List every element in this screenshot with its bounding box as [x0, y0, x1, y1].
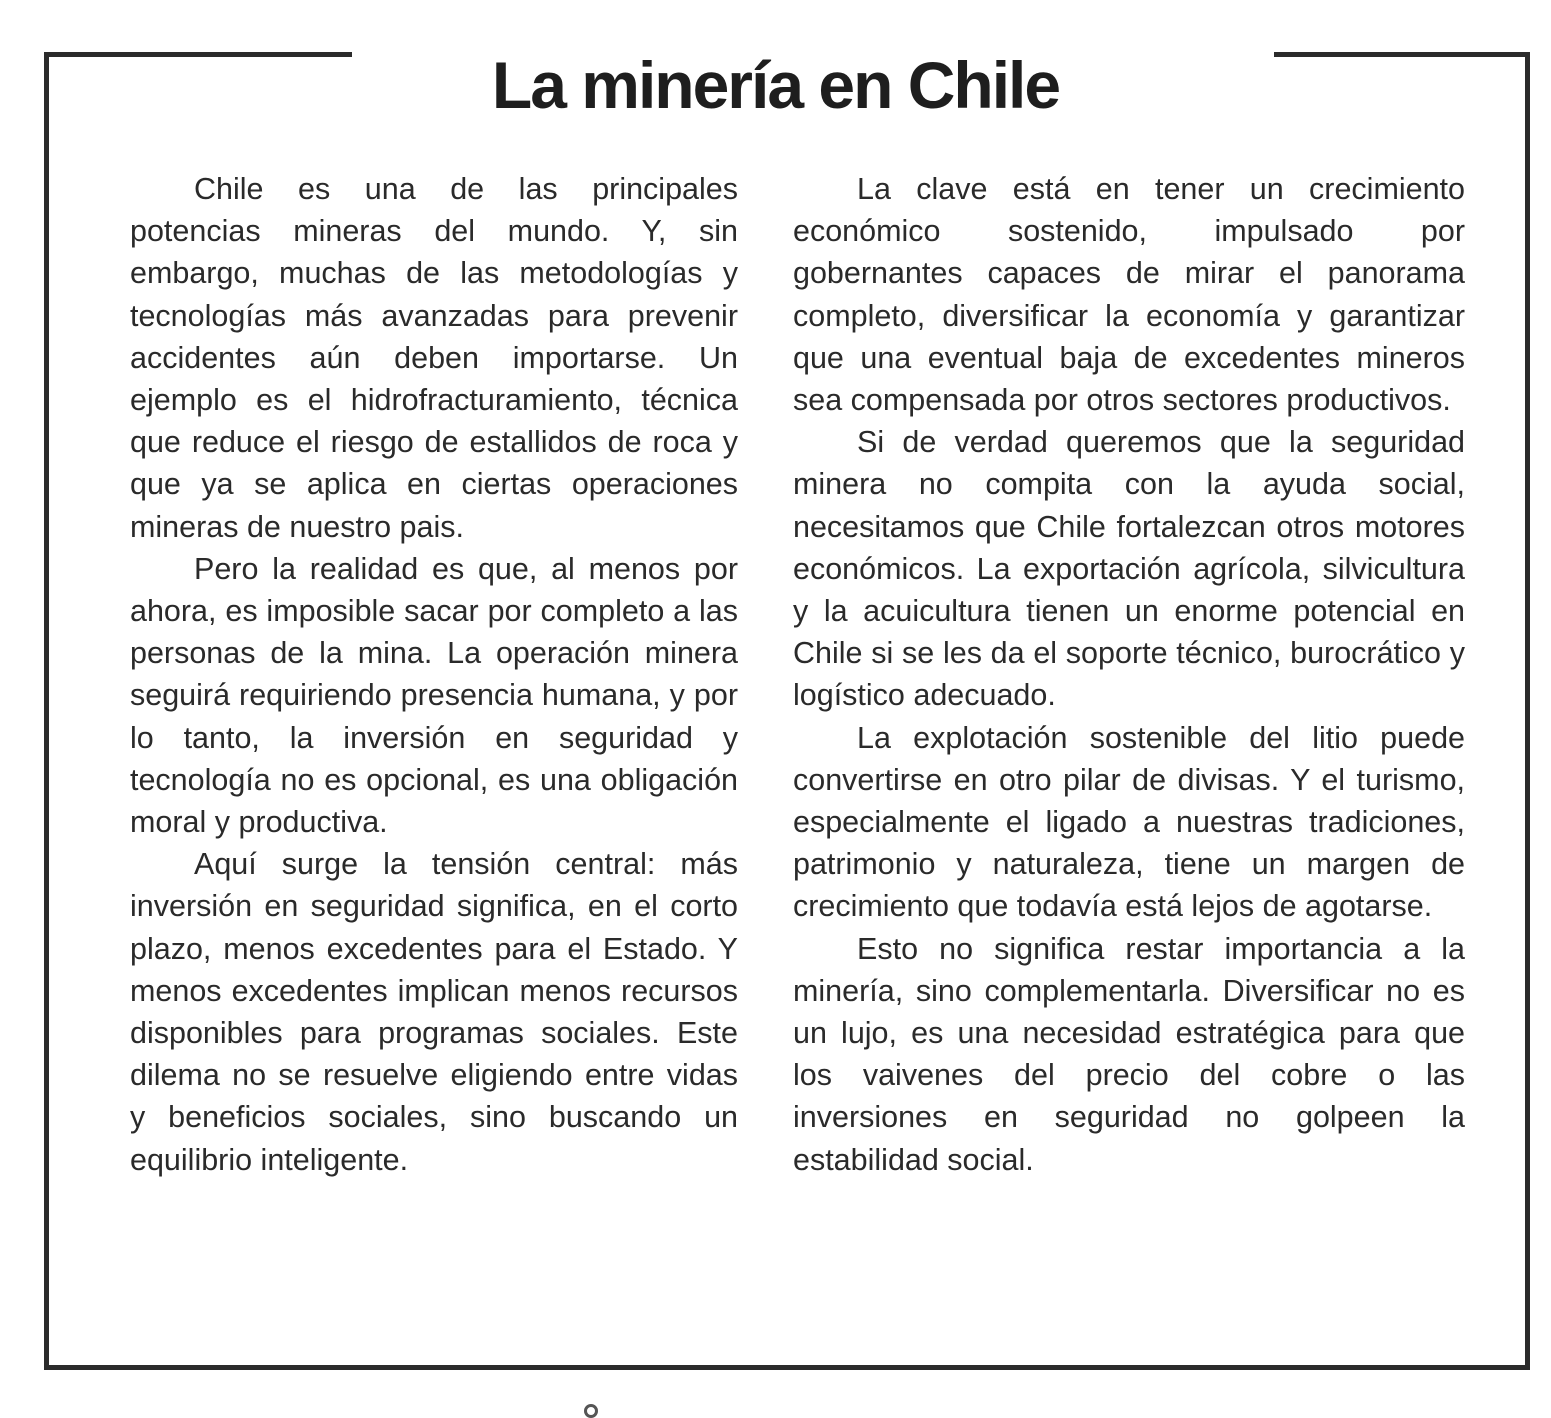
paragraph: Si de verdad queremos que la seguridad minera no compita con la ayuda social, necesitamos que Chile fortalezcan otros motores económicos. La exportación agrícola, silvicultura y la acuicultura tienen un enorme potencial en Chile si se les da el soporte técnico, burocrático y logístico adecuado. [793, 425, 1465, 713]
left-column [130, 168, 738, 1181]
article-title: La minería en Chile [491, 48, 1060, 122]
page-edge-mark [584, 1404, 598, 1418]
paragraph: Aquí surge la tensión central: más inversión en seguridad significa, en el corto plazo, menos excedentes para el Estado. Y menos excedentes implican menos recursos disponibles para programas sociales. Este dilema no se resuelve eligiendo entre vidas y beneficios sociales, sino buscando un equilibrio inteligente. [130, 847, 738, 1177]
paragraph: Esto no significa restar importancia a la minería, sino complementarla. Diversificar no es un lujo, es una necesidad estratégica para que los vaivenes del precio del cobre o las inversiones en seguridad no golpeen la estabilidad social. [793, 931, 1465, 1177]
paragraph: La clave está en tener un crecimiento económico sostenido, impulsado por gobernantes capaces de mirar el panorama completo, diversificar la economía y garantizar que una eventual baja de excedentes mineros sea compensada por otros sectores productivos. [793, 172, 1465, 418]
paragraph: La explotación sostenible del litio puede convertirse en otro pilar de divisas. Y el turismo, especialmente el ligado a nuestras tradiciones, patrimonio y naturaleza, tiene un margen de crecimiento que todavía está lejos de agotarse. [793, 720, 1465, 924]
paragraph: Pero la realidad es que, al menos por ahora, es imposible sacar por completo a las personas de la mina. La operación minera seguirá requiriendo presencia humana, y por lo tanto, la inversión en seguridad y tecnología no es opcional, es una obligación moral y productiva. [130, 551, 738, 840]
paragraph: Chile es una de las principales potencias mineras del mundo. Y, sin embargo, muchas de las metodologías y tecnologías más avanzadas para prevenir accidentes aún deben importarse. Un ejemplo es el hidrofracturamiento, técnica que reduce el riesgo de estallidos de roca y que ya se aplica en ciertas operaciones mineras de nuestro pais. [130, 172, 738, 544]
right-column [793, 168, 1465, 1181]
